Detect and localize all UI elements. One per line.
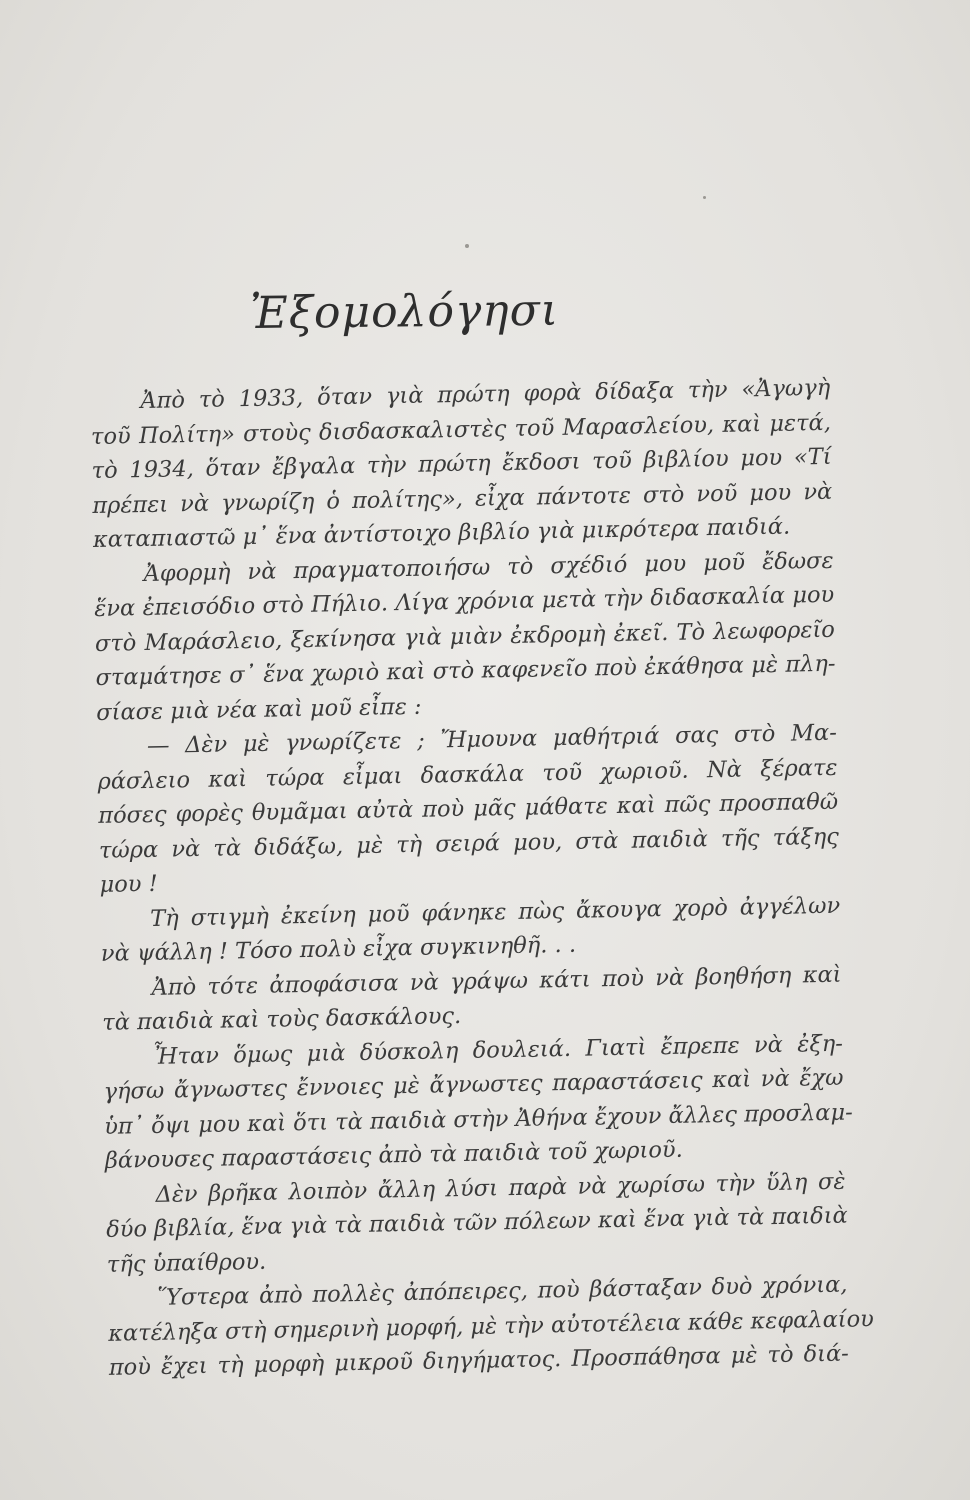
text-line: ποὺ ἔχει τὴ μορφὴ μικροῦ διηγήματος. Προσπάθησα μὲ τὸ διά- — [108, 1340, 849, 1381]
text-line: Ἀπὸ τὸ 1933, ὅταν γιὰ πρώτη φορὰ δίδαξα τὴν «Ἀγωγὴ — [140, 374, 831, 415]
text-line: πόσες φορὲς θυμᾶμαι αὐτὰ ποὺ μᾶς μάθατε καὶ πῶς προσπαθῶ — [98, 788, 839, 829]
text-line: ὑπ᾽ ὄψι μου καὶ ὅτι τὰ παιδιὰ στὴν Ἀθήνα ἔχουν ἄλλες προσλαμ- — [103, 1098, 853, 1140]
text-line: τῆς ὑπαίθρου. — [106, 1248, 267, 1278]
text-line: τοῦ Πολίτη» στοὺς δισδασκαλιστὲς τοῦ Μαρασλείου, καὶ μετά, — [90, 409, 832, 450]
text-line: νὰ ψάλλη ! Τόσο πολὺ εἶχα συγκινηθῆ. . . — [100, 931, 577, 967]
text-line: σίασε μιὰ νέα καὶ μοῦ εἶπε : — [96, 693, 422, 726]
chapter-title: Ἐξομολόγησι — [250, 284, 560, 339]
text-line: τὰ παιδιὰ καὶ τοὺς δασκάλους. — [101, 1002, 462, 1036]
text-line: μου ! — [99, 870, 158, 898]
paper-speck — [703, 196, 706, 199]
text-line: τὸ 1934, ὅταν ἔβγαλα τὴν πρώτη ἔκδοσι τοῦ βιβλίου μου «Τί — [91, 443, 832, 484]
text-line: Τὴ στιγμὴ ἐκείνη μοῦ φάνηκε πὼς ἄκουγα χορὸ ἀγγέλων — [150, 892, 841, 932]
text-line: ἕνα ἐπεισόδιο στὸ Πήλιο. Λίγα χρόνια μετὰ τὴν διδασκαλία μου — [94, 581, 835, 622]
text-line: — Δὲν μὲ γνωρίζετε ; Ἤμουνα μαθήτριά σας στὸ Μα- — [146, 719, 838, 759]
text-line: Ἀφορμὴ νὰ πραγματοποιήσω τὸ σχέδιό μου μοῦ ἔδωσε — [143, 547, 834, 587]
text-line: τώρα νὰ τὰ διδάξω, μὲ τὴ σειρά μου, στὰ παιδιὰ τῆς τάξης — [98, 823, 840, 864]
text-line: Δὲν βρῆκα λοιπὸν ἄλλη λύσι παρὰ νὰ χωρίσω τὴν ὕλη σὲ — [155, 1168, 846, 1208]
text-line: δύο βιβλία, ἕνα γιὰ τὰ παιδιὰ τῶν πόλεων καὶ ἕνα γιὰ τὰ παιδιὰ — [105, 1202, 848, 1243]
text-line: πρέπει νὰ γνωρίζη ὁ πολίτης», εἶχα πάντοτε στὸ νοῦ μου νὰ — [92, 478, 833, 519]
text-line: ράσλειο καὶ τώρα εἶμαι δασκάλα τοῦ χωριοῦ. Νὰ ξέρατε — [97, 754, 838, 795]
body-text — [90, 371, 875, 1386]
text-line: βάνουσες παραστάσεις ἀπὸ τὰ παιδιὰ τοῦ χωριοῦ. — [104, 1136, 683, 1174]
text-line: σταμάτησε σ᾽ ἕνα χωριὸ καὶ στὸ καφενεῖο ποὺ ἐκάθησα μὲ πλη- — [95, 650, 836, 691]
text-line: στὸ Μαράσλειο, ξεκίνησα γιὰ μιὰν ἐκδρομὴ ἐκεῖ. Τὸ λεωφορεῖο — [94, 616, 836, 657]
text-line: κατέληξα στὴ σημερινὴ μορφή, μὲ τὴν αὐτοτέλεια κάθε κεφαλαίου — [107, 1305, 875, 1347]
text-line: Ἦταν ὅμως μιὰ δύσκολη δουλειά. Γιατὶ ἔπρεπε νὰ ἐξη- — [152, 1030, 844, 1070]
text-line: καταπιαστῶ μ᾽ ἕνα ἀντίστοιχο βιβλίο γιὰ μικρότερα παιδιά. — [92, 513, 791, 553]
text-line: γήσω ἄγνωστες ἔννοιες μὲ ἄγνωστες παραστάσεις καὶ νὰ ἔχω — [103, 1064, 844, 1105]
text-line: Ὕστερα ἀπὸ πολλὲς ἀπόπειρες, ποὺ βάσταξαν δυὸ χρόνια, — [157, 1271, 848, 1311]
paper-speck — [465, 244, 469, 248]
text-line: Ἀπὸ τότε ἀποφάσισα νὰ γράψω κάτι ποὺ νὰ βοηθήση καὶ — [151, 961, 842, 1001]
